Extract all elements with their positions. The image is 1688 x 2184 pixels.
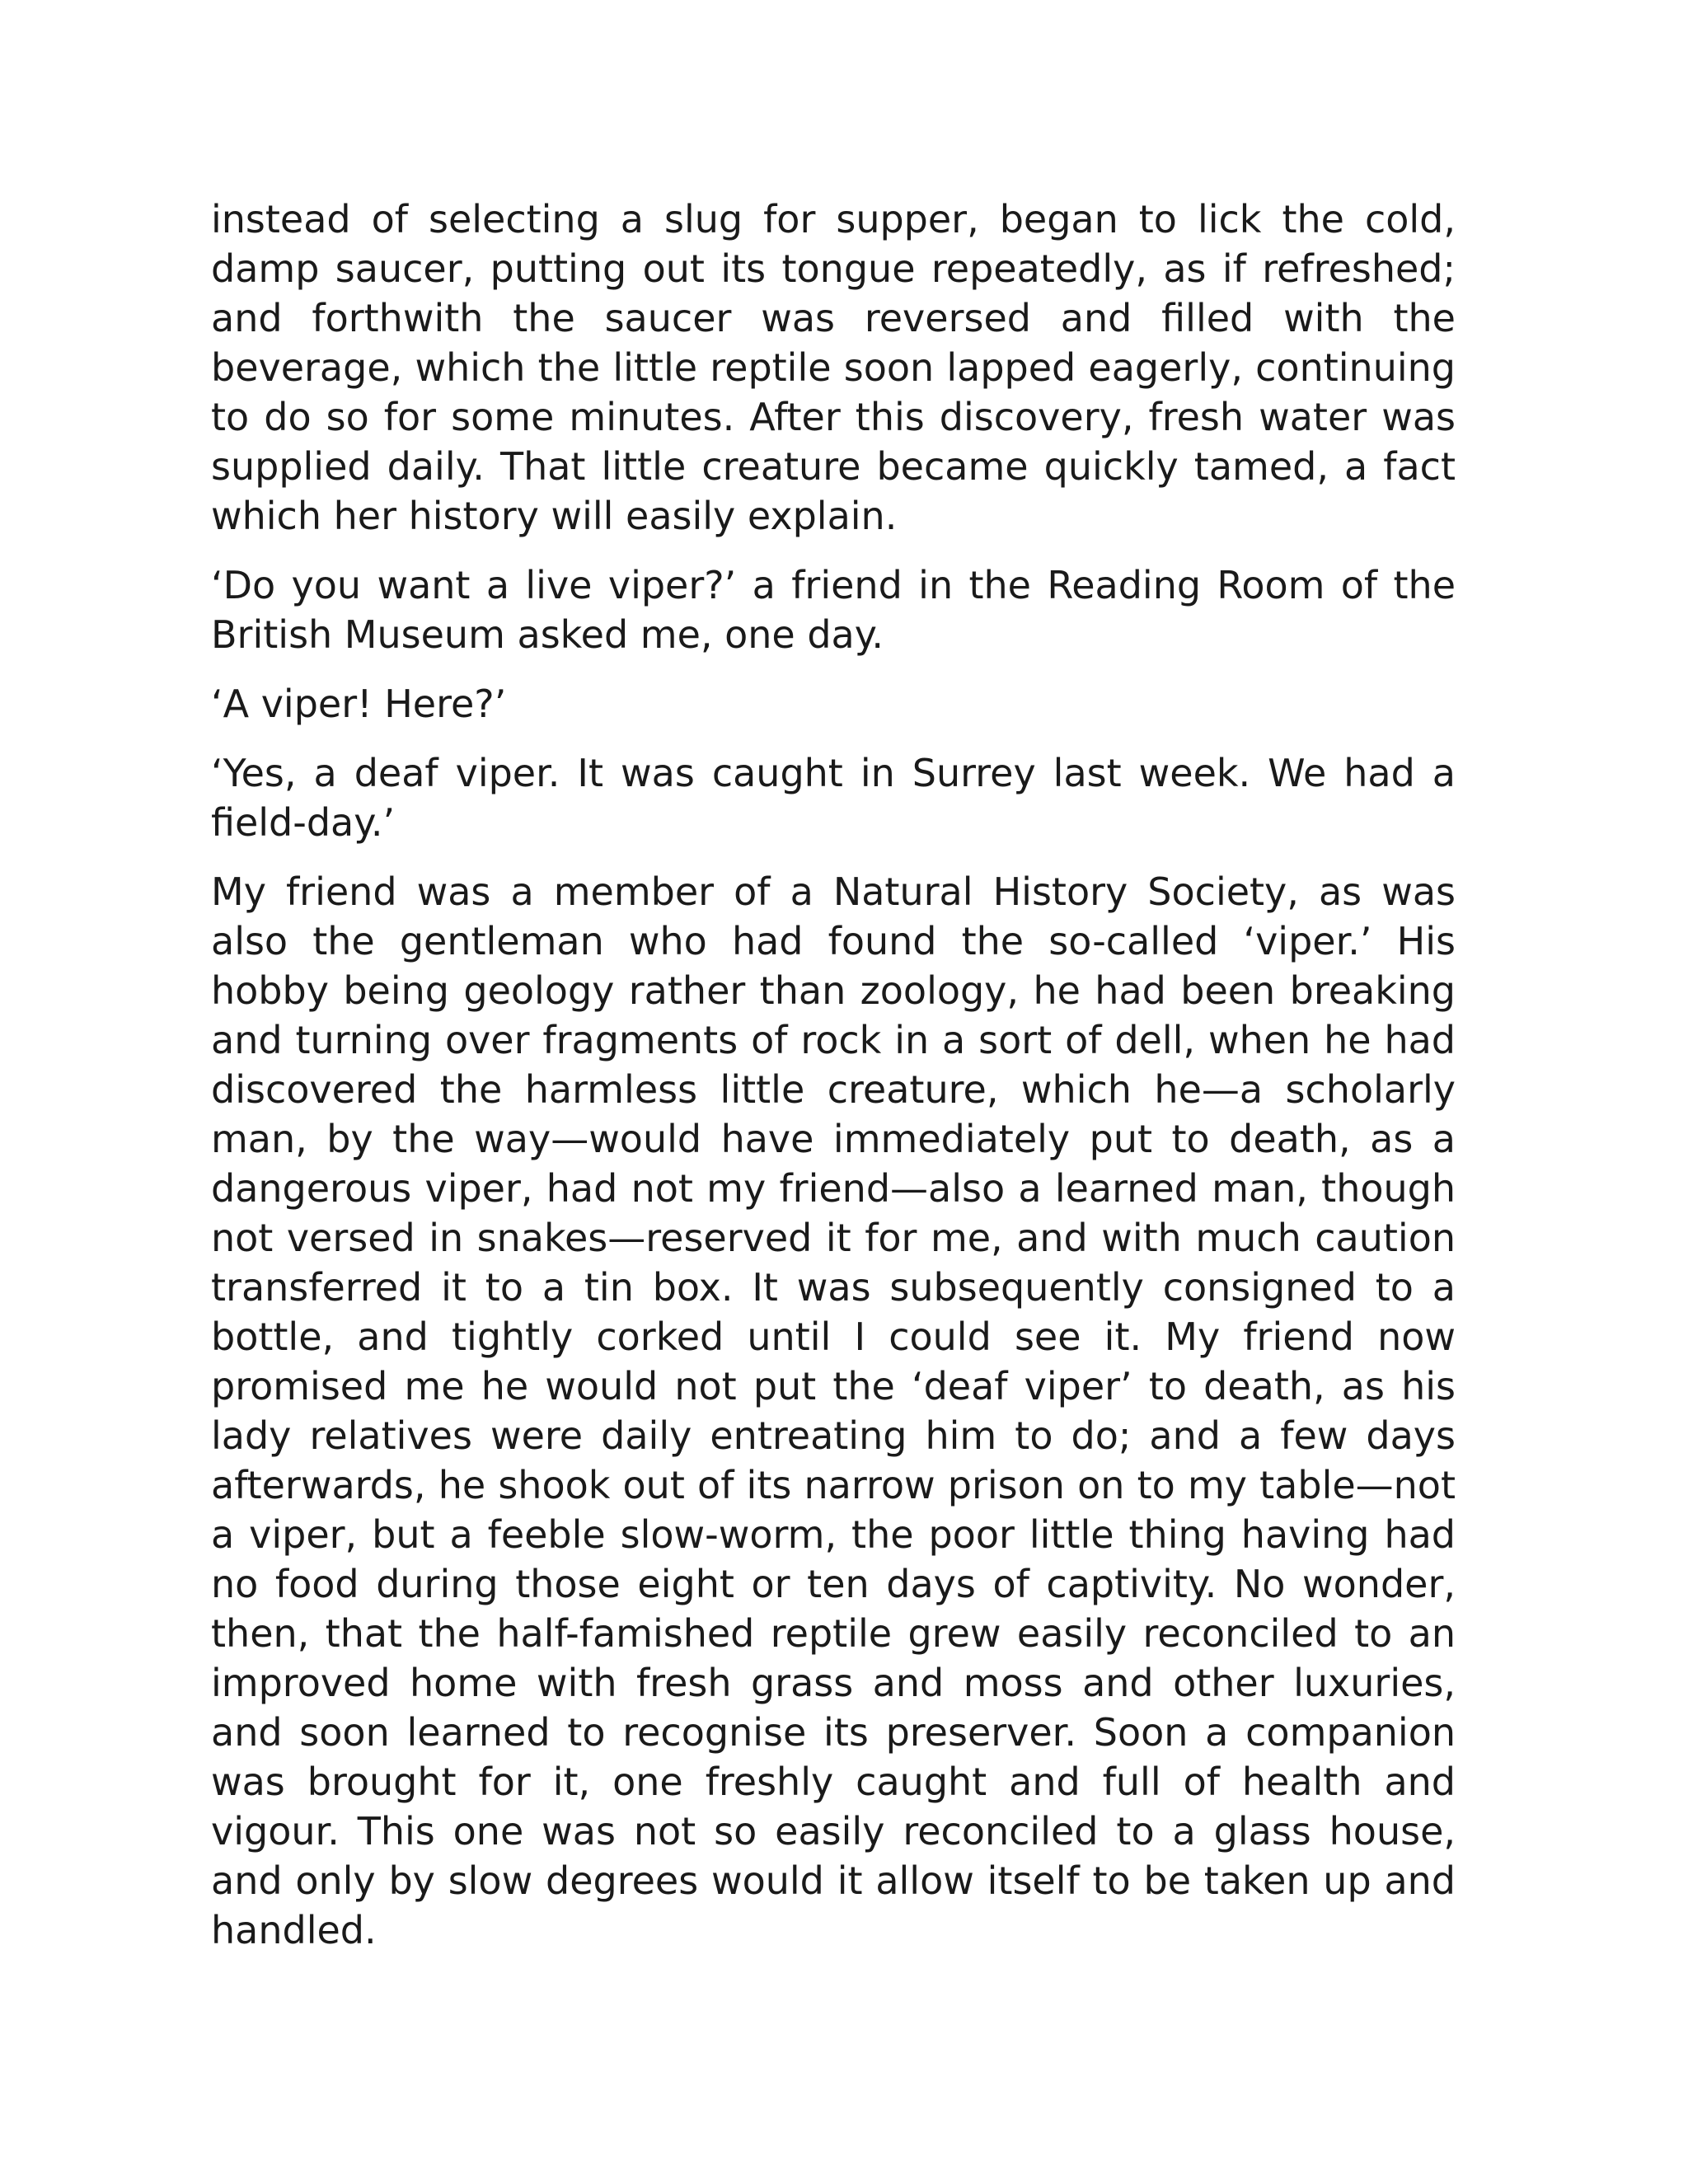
paragraph-natural-history-society: My friend was a member of a Natural History Society, as was also the gentleman who had found the so-called ‘viper.’ His hobby being geology rather than zoology, he had been breaking and turning over fragments of rock in a sort of dell, when he had discovered the harmless little creature, which he—a scholarly man, by the way—would have immediately put to death, as a dangerous viper, had not my friend—also a learned man, though not versed in snakes—reserved it for me, and with much caution transferred it to a tin box. It was subsequently consigned to a bottle, and tightly corked until I could see it. My friend now promised me he would not put the ‘deaf viper’ to death, as his lady relatives were daily entreating him to do; and a few days afterwards, he shook out of its narrow prison on to my table—not a viper, but a feeble slow-worm, the poor little thing having had no food during those eight or ten days of captivity. No wonder, then, that the half-famished reptile grew easily reconciled to an improved home with fresh grass and moss and other luxuries, and soon learned to recognise its preserver. Soon a companion was brought for it, one freshly caught and full of health and vigour. This one was not so easily reconciled to a glass house, and only by slow degrees would it allow itself to be taken up and handled. <box>211 869 1456 1952</box>
page-body <box>211 194 1456 1975</box>
paragraph-saucer: instead of selecting a slug for supper, began to lick the cold, damp saucer, putting out its tongue repeatedly, as if refreshed; and forthwith the saucer was reversed and filled with the beverage, which the little reptile soon lapped eagerly, continuing to do so for some minutes. After this discovery, fresh water was supplied daily. That little creature became quickly tamed, a fact which her history will easily explain. <box>211 197 1456 538</box>
paragraph-live-viper-question: ‘Do you want a live viper?’ a friend in the Reading Room of the British Museum asked me, one day. <box>211 563 1456 657</box>
paragraph-deaf-viper: ‘Yes, a deaf viper. It was caught in Surrey last week. We had a field-day.’ <box>211 751 1456 845</box>
paragraph-viper-here: ‘A viper! Here?’ <box>211 682 507 726</box>
